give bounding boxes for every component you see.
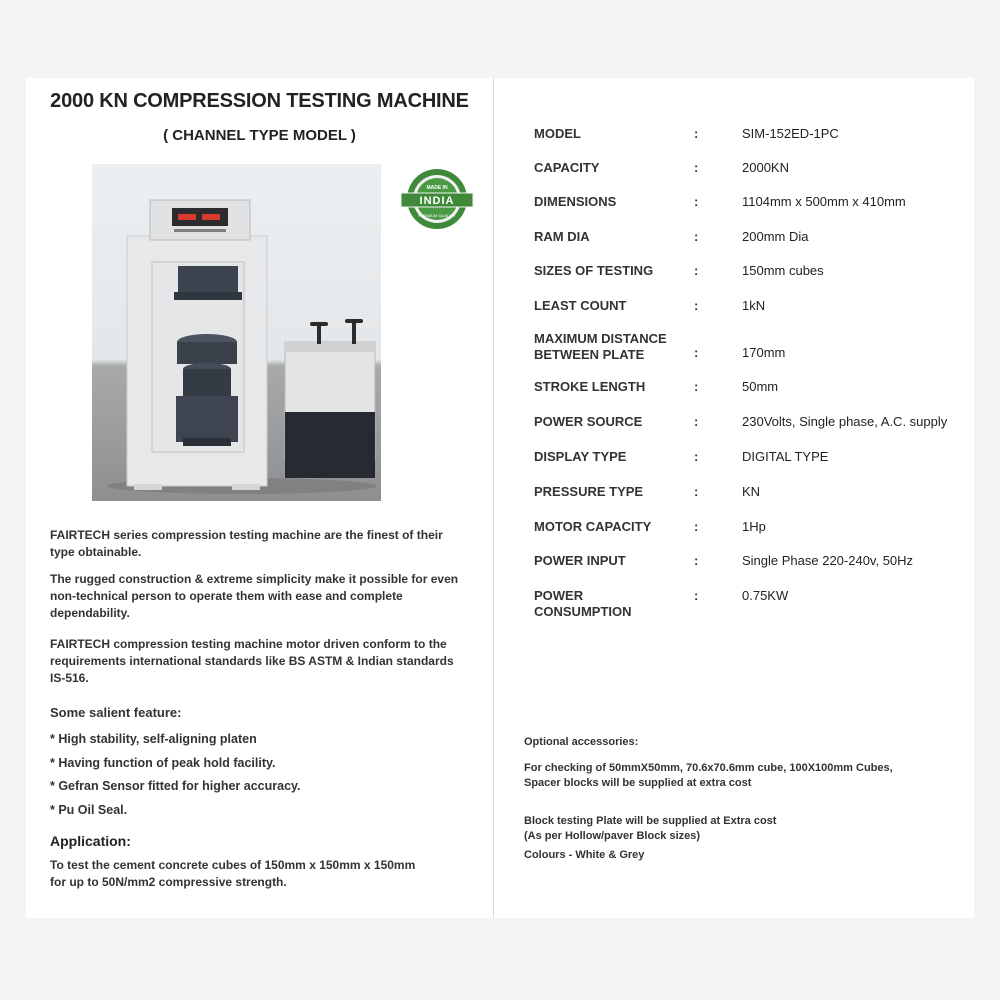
spec-value: 50mm <box>742 379 779 394</box>
spec-value: 200mm Dia <box>742 229 809 244</box>
machine-illustration <box>92 164 381 501</box>
spec-colon: : <box>694 160 699 175</box>
spec-label: MOTOR CAPACITY <box>534 519 652 534</box>
feature-item: * Having function of peak hold facility. <box>50 755 276 770</box>
spec-value: Single Phase 220-240v, 50Hz <box>742 553 914 568</box>
spec-colon: : <box>694 449 699 464</box>
spec-label: DISPLAY TYPE <box>534 449 627 464</box>
spec-label: RAM DIA <box>534 229 590 244</box>
spec-value: 2000KN <box>742 160 789 175</box>
badge-main-text: INDIA <box>419 195 455 207</box>
spec-label: POWER INPUT <box>534 553 626 568</box>
spec-value: 1104mm x 500mm x 410mm <box>742 194 906 209</box>
spec-label: DIMENSIONS <box>534 194 617 209</box>
spec-label: CAPACITY <box>534 160 600 175</box>
spec-colon: : <box>694 345 699 360</box>
spec-label: POWER CONSUMPTION <box>534 588 632 619</box>
spec-label: PRESSURE TYPE <box>534 484 644 499</box>
spec-colon: : <box>694 263 699 278</box>
spec-colon: : <box>694 553 699 568</box>
block-plate-note <box>524 814 954 844</box>
spec-label: STROKE LENGTH <box>534 379 646 394</box>
spec-value: SIM-152ED-1PC <box>742 126 839 141</box>
application-line: for up to 50N/mm2 compressive strength. <box>50 875 287 889</box>
spec-colon: : <box>694 484 699 499</box>
application-line: To test the cement concrete cubes of 150mm x 150mm x 150mm <box>50 858 416 872</box>
spec-colon: : <box>694 298 699 313</box>
spec-value: DIGITAL TYPE <box>742 449 829 464</box>
feature-item: * Gefran Sensor fitted for higher accuracy. <box>50 779 301 793</box>
spec-column <box>494 78 974 918</box>
description-paragraph: FAIRTECH compression testing machine motor driven conform to the requirements international standards like BS ASTM & Indian standards IS-516. <box>50 637 454 685</box>
spec-value: 150mm cubes <box>742 263 824 278</box>
spec-colon: : <box>694 194 699 209</box>
description-paragraph: The rugged construction & extreme simplicity make it possible for even non-technical person to operate them with ease and complete dependability. <box>50 572 459 620</box>
machine-photo <box>92 164 381 501</box>
application-text <box>50 857 470 891</box>
accessories-line: (As per Hollow/paver Block sizes) <box>524 830 701 842</box>
description-paragraph: FAIRTECH series compression testing machine are the finest of their type obtainable. <box>50 528 443 559</box>
application-heading: Application: <box>50 833 131 849</box>
features-list <box>50 730 301 824</box>
spec-colon: : <box>694 588 699 603</box>
made-in-india-emblem <box>398 166 476 232</box>
spec-label: LEAST COUNT <box>534 298 627 313</box>
spec-value: KN <box>742 484 761 499</box>
features-heading: Some salient feature: <box>50 705 182 720</box>
spec-value: 170mm <box>742 345 786 360</box>
spec-colon: : <box>694 379 699 394</box>
spec-value: 1kN <box>742 298 766 313</box>
product-subtitle: ( CHANNEL TYPE MODEL ) <box>163 127 356 144</box>
spec-label: POWER SOURCE <box>534 414 643 429</box>
spec-colon: : <box>694 229 699 244</box>
accessories-line: Block testing Plate will be supplied at Extra cost <box>524 815 777 827</box>
feature-item: * High stability, self-aligning platen <box>50 732 257 746</box>
spec-colon: : <box>694 519 699 534</box>
feature-item: * Pu Oil Seal. <box>50 802 128 817</box>
spec-value: 0.75KW <box>742 588 789 603</box>
spec-label: MODEL <box>534 126 581 141</box>
spec-value: 1Hp <box>742 519 766 534</box>
product-title: 2000 KN COMPRESSION TESTING MACHINE <box>50 90 469 112</box>
colours-note: Colours - White & Grey <box>524 849 645 861</box>
badge-top-text: MADE IN <box>426 185 448 191</box>
left-column <box>26 78 493 918</box>
spec-label: SIZES OF TESTING <box>534 263 654 278</box>
badge-ring-text: PREMIUM QUALITY <box>418 213 456 218</box>
accessories-line: For checking of 50mmX50mm, 70.6x70.6mm cube, 100X100mm Cubes, <box>524 762 893 774</box>
spec-colon: : <box>694 126 699 141</box>
made-in-india-badge <box>398 166 476 232</box>
spec-label: MAXIMUM DISTANCE BETWEEN PLATE <box>534 331 667 362</box>
accessories-heading: Optional accessories: <box>524 736 639 748</box>
accessories-line: Spacer blocks will be supplied at extra cost <box>524 777 752 789</box>
spec-value: 230Volts, Single phase, A.C. supply <box>742 414 948 429</box>
spec-colon: : <box>694 414 699 429</box>
accessories-note <box>524 761 954 791</box>
